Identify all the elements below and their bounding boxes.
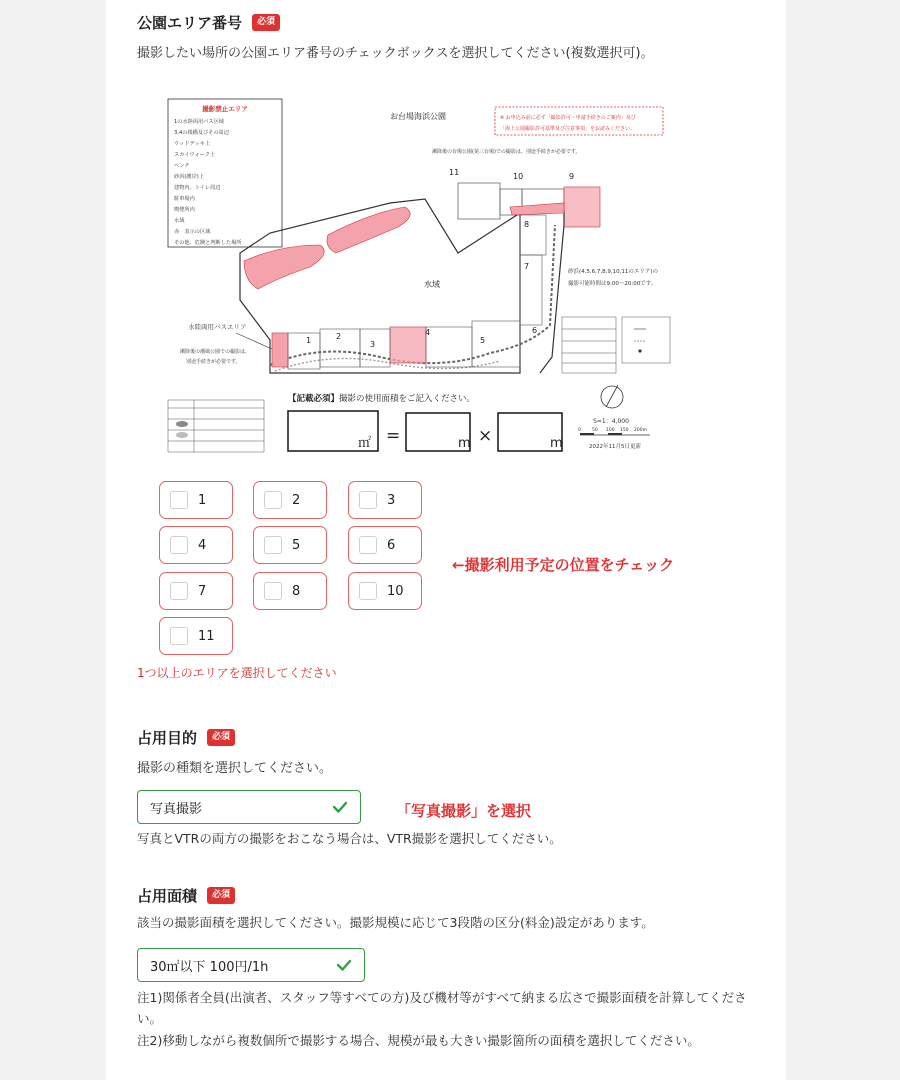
map-area-number: 4: [425, 328, 431, 337]
map-times: ×: [478, 426, 493, 446]
map-area-number: 9: [569, 172, 575, 181]
map-equals: =: [386, 426, 401, 446]
map-legend-item: その他、危険と判断した場所: [174, 240, 242, 246]
area-checkbox-4[interactable]: [159, 526, 233, 564]
checkbox-box[interactable]: [264, 582, 282, 600]
map-input-title: 【記載必須】撮影の使用面積をご記入ください。: [288, 394, 476, 404]
checkbox-box[interactable]: [170, 491, 188, 509]
map-legend-item: 駐車場内: [174, 196, 195, 202]
required-badge: 必須: [252, 14, 280, 31]
checkbox-label: 4: [198, 537, 207, 553]
check-icon: [334, 955, 354, 975]
map-scale-tick: 0: [578, 428, 581, 433]
map-area-number: 3: [370, 340, 376, 349]
map-legend-title: 撮影禁止エリア: [202, 105, 248, 113]
map-legend-item: 喫煙所内: [174, 207, 195, 213]
map-legend-item: スカイウォーク上: [174, 152, 216, 158]
map-hours-note: 砂浜(4,5,6,7,8,9,10,11のエリア)の: [568, 269, 659, 275]
purpose-select[interactable]: [137, 790, 361, 824]
map-area-number: 10: [513, 172, 524, 181]
map-legend-item: ベンチ: [174, 163, 190, 169]
map-bus-area-note: 別途手続きが必要です。: [186, 359, 241, 365]
map-area-number: 11: [449, 168, 460, 177]
checkbox-box[interactable]: [359, 582, 377, 600]
area-checkbox-7[interactable]: [159, 572, 233, 610]
map-unit-sqm: ㎡: [358, 436, 372, 451]
checkbox-box[interactable]: [264, 536, 282, 554]
required-badge: 必須: [207, 729, 235, 746]
map-scale-tick: 100: [606, 428, 615, 433]
map-legend-item: 水域: [174, 218, 185, 224]
map-area-number: 6: [532, 326, 538, 335]
map-title: お台場海浜公園: [390, 112, 446, 121]
purpose-section-title: 占用目的 必須: [137, 727, 235, 748]
map-legend-item: 赤 表示の区域: [174, 229, 211, 235]
checkbox-label: 6: [387, 537, 396, 553]
map-unit-m: m: [550, 436, 563, 451]
map-legend-item: 3,4の桟橋及びその周辺: [174, 130, 229, 136]
map-note-area11: 瀬降後の台場公園(第三台場)での撮影は、別途手続きが必要です。: [432, 149, 581, 155]
map-area-number: 2: [336, 332, 342, 341]
checkbox-box[interactable]: [170, 536, 188, 554]
map-legend-item: 1の水陸両用バス区域: [174, 119, 224, 125]
area-error-message: 1つ以上のエリアを選択してください: [137, 666, 337, 680]
checkbox-label: 5: [292, 537, 301, 553]
map-unit-m: m: [458, 436, 471, 451]
map-area-number: 7: [524, 262, 530, 271]
check-icon: [330, 797, 350, 817]
map-bus-area-note: 瀬降後の潮風公園での撮影は、: [180, 349, 251, 355]
checkbox-label: 7: [198, 583, 207, 599]
space-select[interactable]: [137, 948, 365, 982]
map-scale-tick: 200m: [634, 428, 647, 433]
map-notice-1: ※ お申込み前に必ず「撮影許可・申請手続きのご案内」及び: [500, 115, 636, 121]
checkbox-label: 2: [292, 492, 301, 508]
map-scale: S=1：4,000: [593, 418, 629, 425]
checkbox-box[interactable]: [359, 536, 377, 554]
map-updated: 2022年11月5日更新: [589, 444, 641, 450]
area-description: 撮影したい場所の公園エリア番号のチェックボックスを選択してください(複数選択可)。: [137, 46, 654, 61]
map-bus-area-label: 水陸両用バスエリア: [188, 323, 247, 331]
area-checkbox-6[interactable]: [348, 526, 422, 564]
map-notice-2: 「海上公園撮影許可基準及び注意事項」をお読みください。: [500, 126, 636, 132]
checkbox-label: 10: [387, 583, 404, 599]
space-note-1: 注1)関係者全員(出演者、スタッフ等すべての方)及び機材等がすべて納まる広さで撮影面積を計算してください。: [137, 990, 747, 1026]
checkbox-label: 1: [198, 492, 207, 508]
checkbox-label: 8: [292, 583, 301, 599]
map-legend-item: 砂浜(護岸)上: [174, 174, 204, 180]
checkbox-label: 11: [198, 628, 215, 644]
area-checkbox-1[interactable]: [159, 481, 233, 519]
map-area-number: 1: [306, 336, 312, 345]
space-description: 該当の撮影面積を選択してください。撮影規模に応じて3段階の区分(料金)設定があります。: [137, 915, 654, 930]
checkbox-box[interactable]: [264, 491, 282, 509]
checkbox-box[interactable]: [359, 491, 377, 509]
area-checkbox-2[interactable]: [253, 481, 327, 519]
space-select-value: 30㎡以下 100円/1h: [150, 959, 269, 975]
space-section-title: 占用面積 必須: [137, 885, 235, 906]
map-hours-note: 撮影可能時間は9:00〜20:00です。: [568, 281, 657, 287]
area-annotation: ←撮影利用予定の位置をチェック: [452, 556, 675, 574]
area-checkbox-8[interactable]: [253, 572, 327, 610]
map-legend-item: ウッドデッキ上: [174, 141, 211, 147]
required-badge: 必須: [207, 887, 235, 904]
map-scale-tick: 150: [620, 428, 629, 433]
checkbox-box[interactable]: [170, 627, 188, 645]
map-area-number: 5: [480, 336, 486, 345]
space-note-2: 注2)移動しながら複数個所で撮影する場合、規模が最も大きい撮影箇所の面積を選択してください。: [137, 1033, 700, 1048]
area-checkbox-11[interactable]: [159, 617, 233, 655]
purpose-select-value: 写真撮影: [150, 801, 203, 817]
area-section-title: 公園エリア番号 必須: [137, 12, 280, 33]
park-area-map: [160, 95, 685, 460]
map-water-label: 水域: [424, 280, 440, 289]
area-checkbox-3[interactable]: [348, 481, 422, 519]
map-legend-item: 建物内、トイレ周辺: [174, 185, 221, 191]
map-scale-tick: 50: [592, 428, 598, 433]
purpose-annotation: 「写真撮影」を選択: [396, 802, 532, 820]
checkbox-box[interactable]: [170, 582, 188, 600]
checkbox-label: 3: [387, 492, 396, 508]
purpose-description: 撮影の種類を選択してください。: [137, 761, 333, 776]
area-checkbox-5[interactable]: [253, 526, 327, 564]
area-checkbox-10[interactable]: [348, 572, 422, 610]
map-area-number: 8: [524, 220, 530, 229]
purpose-note: 写真とVTRの両方の撮影をおこなう場合は、VTR撮影を選択してください。: [137, 831, 562, 846]
